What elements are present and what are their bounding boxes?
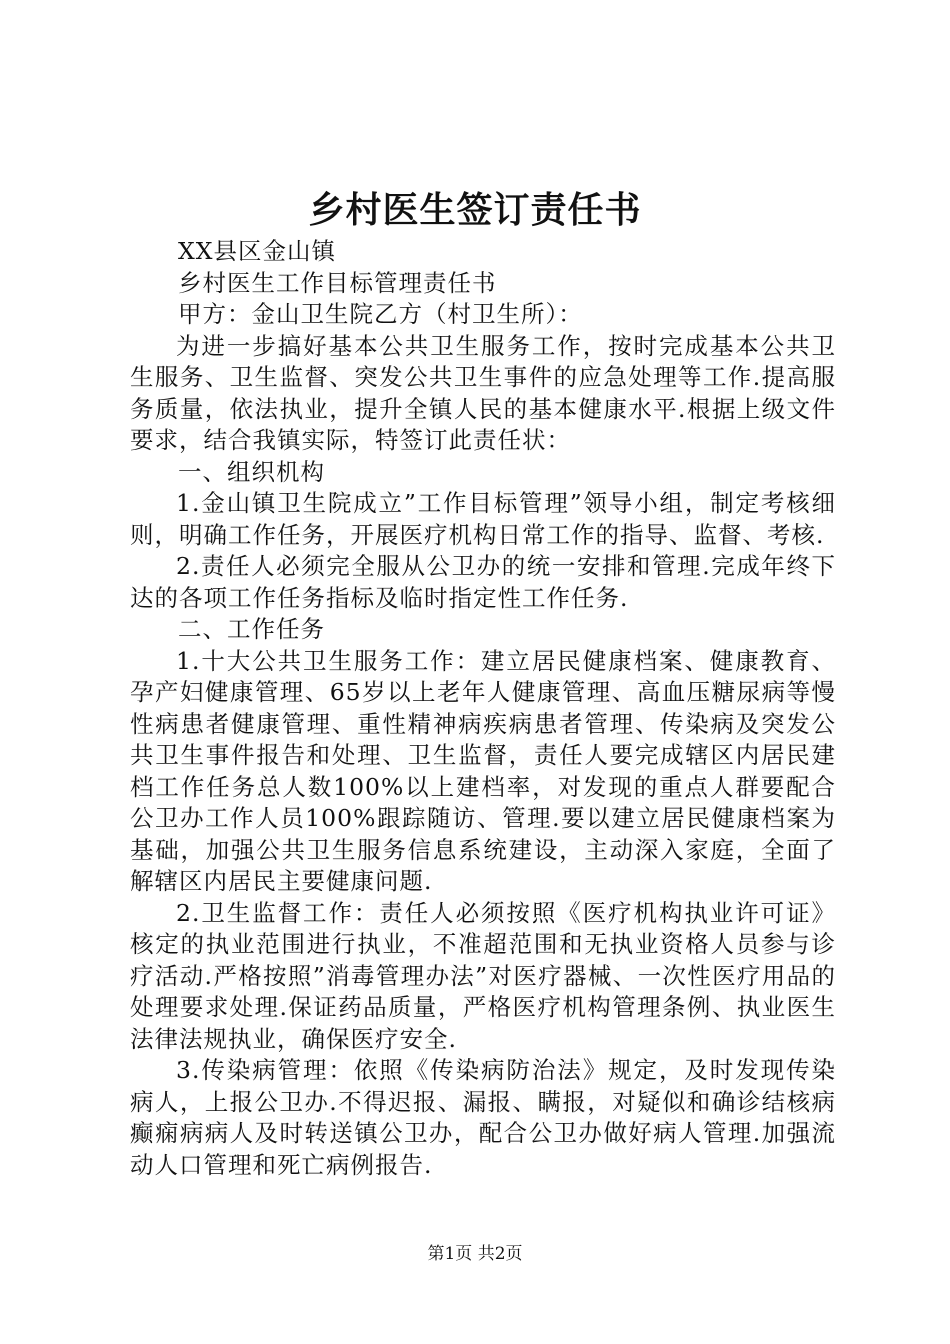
item-organization-2: 2.责任人必须完全服从公卫办的统一安排和管理.完成年终下达的各项工作任务指标及临时指定性工作任务. (130, 552, 836, 612)
item-tasks-1: 1.十大公共卫生服务工作：建立居民健康档案、健康教育、孕产妇健康管理、65岁以上老年人健康管理、高血压糖尿病等慢性病患者健康管理、重性精神病疾病患者管理、传染病及突发公共卫生事件报告和处理、卫生监督，责任人要完成辖区内居民建档工作任务总人数100%以上建档率，对发现的重点人群要配合公卫办工作人员100%跟踪随访、管理.要以建立居民健康档案为基础，加强公共卫生服务信息系统建设，主动深入家庭，全面了解辖区内居民主要健康问题. (130, 646, 836, 895)
page-number-footer: 第1页 共2页 (427, 1244, 523, 1264)
county-line: XX县区金山镇 (178, 237, 336, 265)
subtitle-line: 乡村医生工作目标管理责任书 (178, 268, 497, 297)
intro-paragraph: 为进一步搞好基本公共卫生服务工作，按时完成基本公共卫生服务、卫生监督、突发公共卫生事件的应急处理等工作.提高服务质量，依法执业，提升全镇人民的基本健康水平.根据上级文件要求，结合我镇实际，特签订此责任状： (130, 331, 836, 454)
section-heading-organization: 一、组织机构 (178, 457, 325, 486)
document-title: 乡村医生签订责任书 (308, 189, 642, 231)
parties-line: 甲方：金山卫生院乙方（村卫生所）： (178, 300, 583, 328)
document-body (130, 236, 836, 1181)
item-organization-1: 1.金山镇卫生院成立”工作目标管理”领导小组，制定考核细则，明确工作任务，开展医疗机构日常工作的指导、监督、考核. (130, 489, 836, 549)
item-tasks-3: 3.传染病管理：依照《传染病防治法》规定，及时发现传染病人，上报公卫办.不得迟报、漏报、瞒报，对疑似和确诊结核病癫痫病病人及时转送镇公卫办，配合公卫办做好病人管理.加强流动人口管理和死亡病例报告. (130, 1056, 836, 1179)
section-heading-tasks: 二、工作任务 (178, 615, 325, 643)
item-tasks-2: 2.卫生监督工作：责任人必须按照《医疗机构执业许可证》核定的执业范围进行执业，不准超范围和无执业资格人员参与诊疗活动.严格按照”消毒管理办法”对医疗器械、一次性医疗用品的处理要求处理.保证药品质量，严格医疗机构管理条例、执业医生法律法规执业，确保医疗安全. (130, 898, 836, 1053)
